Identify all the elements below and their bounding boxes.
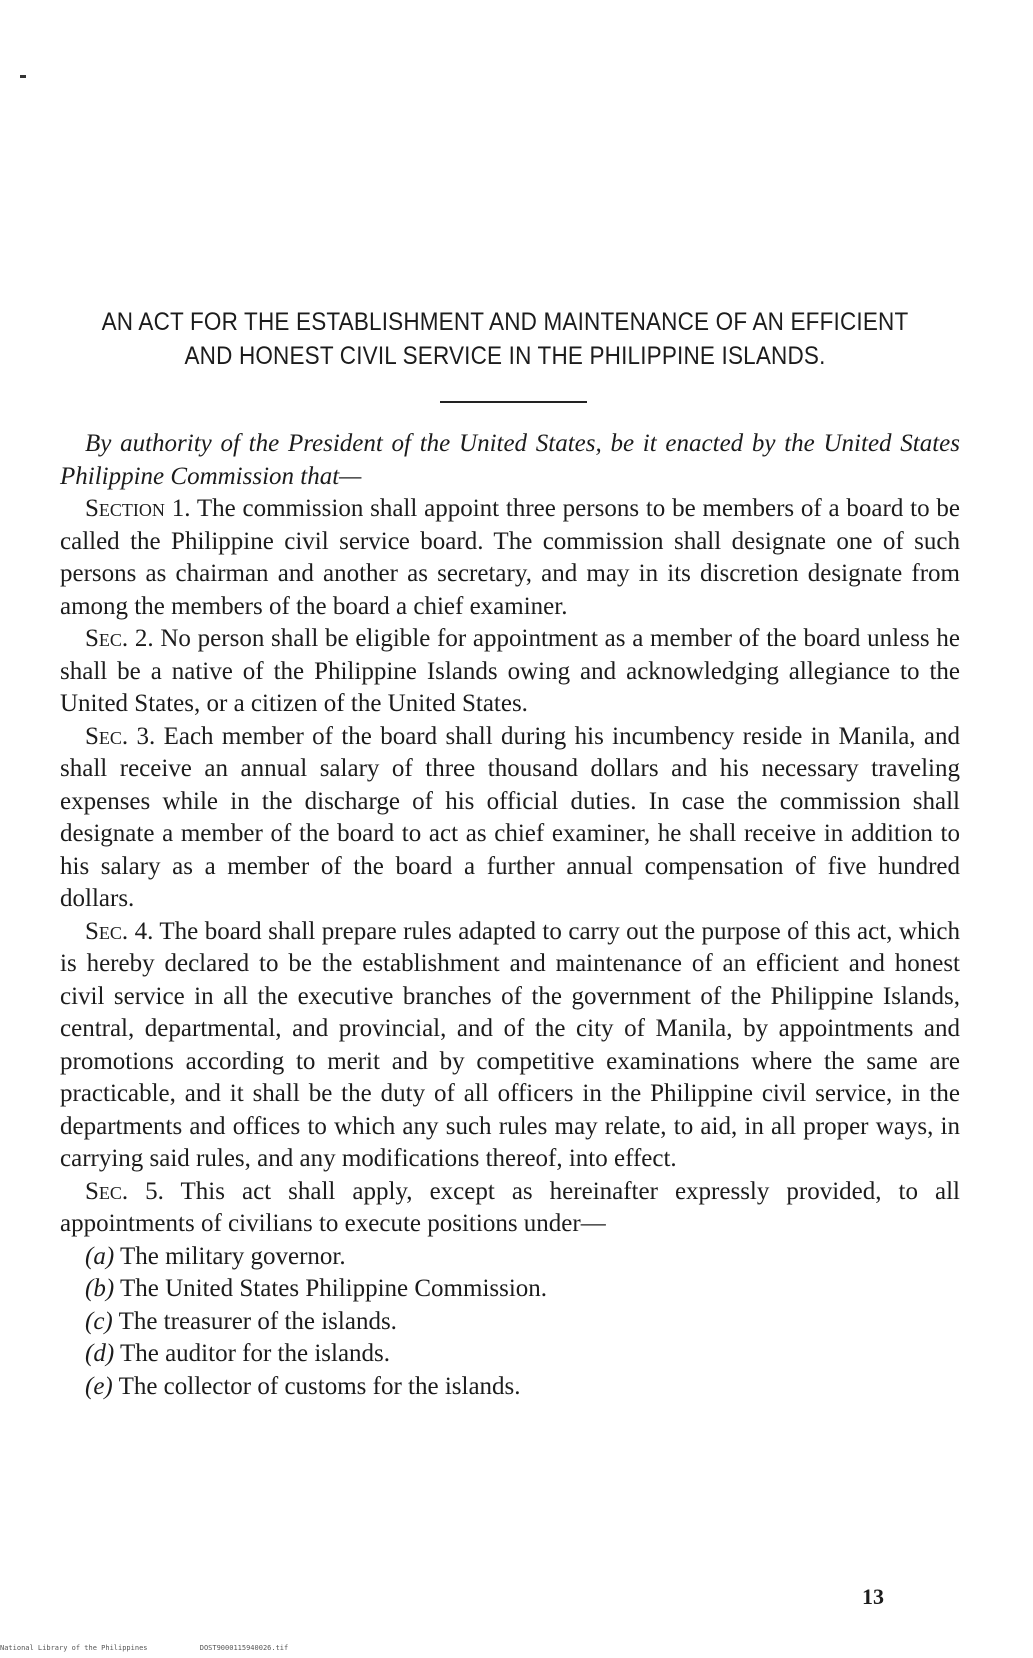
act-title bbox=[100, 305, 910, 373]
list-letter: (c) bbox=[85, 1307, 113, 1335]
list-item bbox=[60, 1273, 960, 1306]
list-item-text: The auditor for the islands. bbox=[119, 1340, 391, 1367]
section-label: Sec. 3. bbox=[85, 722, 156, 750]
list-letter: (b) bbox=[85, 1275, 115, 1302]
list-letter: (a) bbox=[85, 1242, 115, 1270]
footer-file: DOST9000115940026.tif bbox=[199, 1644, 289, 1652]
section-label: Sec. 4. bbox=[85, 917, 154, 945]
act-title-line-1: AN ACT FOR THE ESTABLISHMENT AND MAINTENANCE OF AN EFFICIENT bbox=[101, 308, 909, 336]
list-letter: (e) bbox=[85, 1372, 113, 1400]
act-body bbox=[60, 428, 960, 1403]
list-item bbox=[60, 1306, 960, 1339]
list-item-text: The treasurer of the islands. bbox=[118, 1307, 397, 1335]
section-2 bbox=[60, 623, 960, 721]
section-text: This act shall apply, except as hereinafter expressly provided, to all appointments of civilians to execute positions under— bbox=[60, 1177, 960, 1237]
act-title-line-2: AND HONEST CIVIL SERVICE IN THE PHILIPPINE ISLANDS. bbox=[184, 342, 826, 370]
list-item-text: The United States Philippine Commission. bbox=[119, 1275, 548, 1302]
section-label: Sec. 2. bbox=[85, 625, 154, 652]
section-1 bbox=[60, 493, 960, 623]
section-text: The commission shall appoint three persons to be members of a board to be called the Philippine civil service board. The commission shall designate one of such persons as chairman and another as secretary, and may in its discretion designate from among the members of the board a chief examiner. bbox=[60, 495, 960, 620]
enacting-clause: By authority of the President of the United States, be it enacted by the United States Philippine Commission that— bbox=[60, 430, 960, 490]
list-item-text: The military governor. bbox=[119, 1242, 346, 1270]
page-number: 13 bbox=[862, 1584, 884, 1609]
section-label: Sec. 5. bbox=[85, 1177, 164, 1205]
section-4 bbox=[60, 916, 960, 1176]
section-text: No person shall be eligible for appointment as a member of the board unless he shall be a native of the Philippine Islands owing and acknowledging allegiance to the United States, or a citizen of the United States. bbox=[60, 625, 960, 717]
list-letter: (d) bbox=[85, 1340, 115, 1367]
scan-footer bbox=[0, 1644, 336, 1652]
list-item bbox=[60, 1338, 960, 1371]
list-item bbox=[60, 1241, 960, 1274]
footer-library: National Library of the Philippines bbox=[0, 1644, 148, 1652]
list-item-text: The collector of customs for the islands. bbox=[118, 1372, 521, 1400]
section-text: The board shall prepare rules adapted to carry out the purpose of this act, which is hereby declared to be the establishment and maintenance of an efficient and honest civil service in all the executive branches of the government of the Philippine Islands, central, departmental, and provincial, and of the city of Manila, by appointments and promotions according to merit and by competitive examinations where the same are practicable, and it shall be the duty of all officers in the Philippine civil service, in the departments and offices to which any such rules may relate, to aid, in all proper ways, in carrying said rules, and any modifications thereof, into effect. bbox=[60, 917, 960, 1172]
section-text: Each member of the board shall during his incumbency reside in Manila, and shall receive an annual salary of three thousand dollars and his necessary traveling expenses while in the discharge of his official duties. In case the commission shall designate a member of the board to act as chief examiner, he shall receive in addition to his salary as a member of the board a further annual compensation of five hundred dollars. bbox=[60, 722, 960, 912]
section-5-list bbox=[60, 1241, 960, 1404]
section-5 bbox=[60, 1176, 960, 1241]
title-divider bbox=[440, 401, 587, 403]
list-item bbox=[60, 1371, 960, 1404]
scan-speck bbox=[20, 75, 26, 78]
section-label: Section 1. bbox=[85, 495, 191, 522]
section-3 bbox=[60, 721, 960, 916]
